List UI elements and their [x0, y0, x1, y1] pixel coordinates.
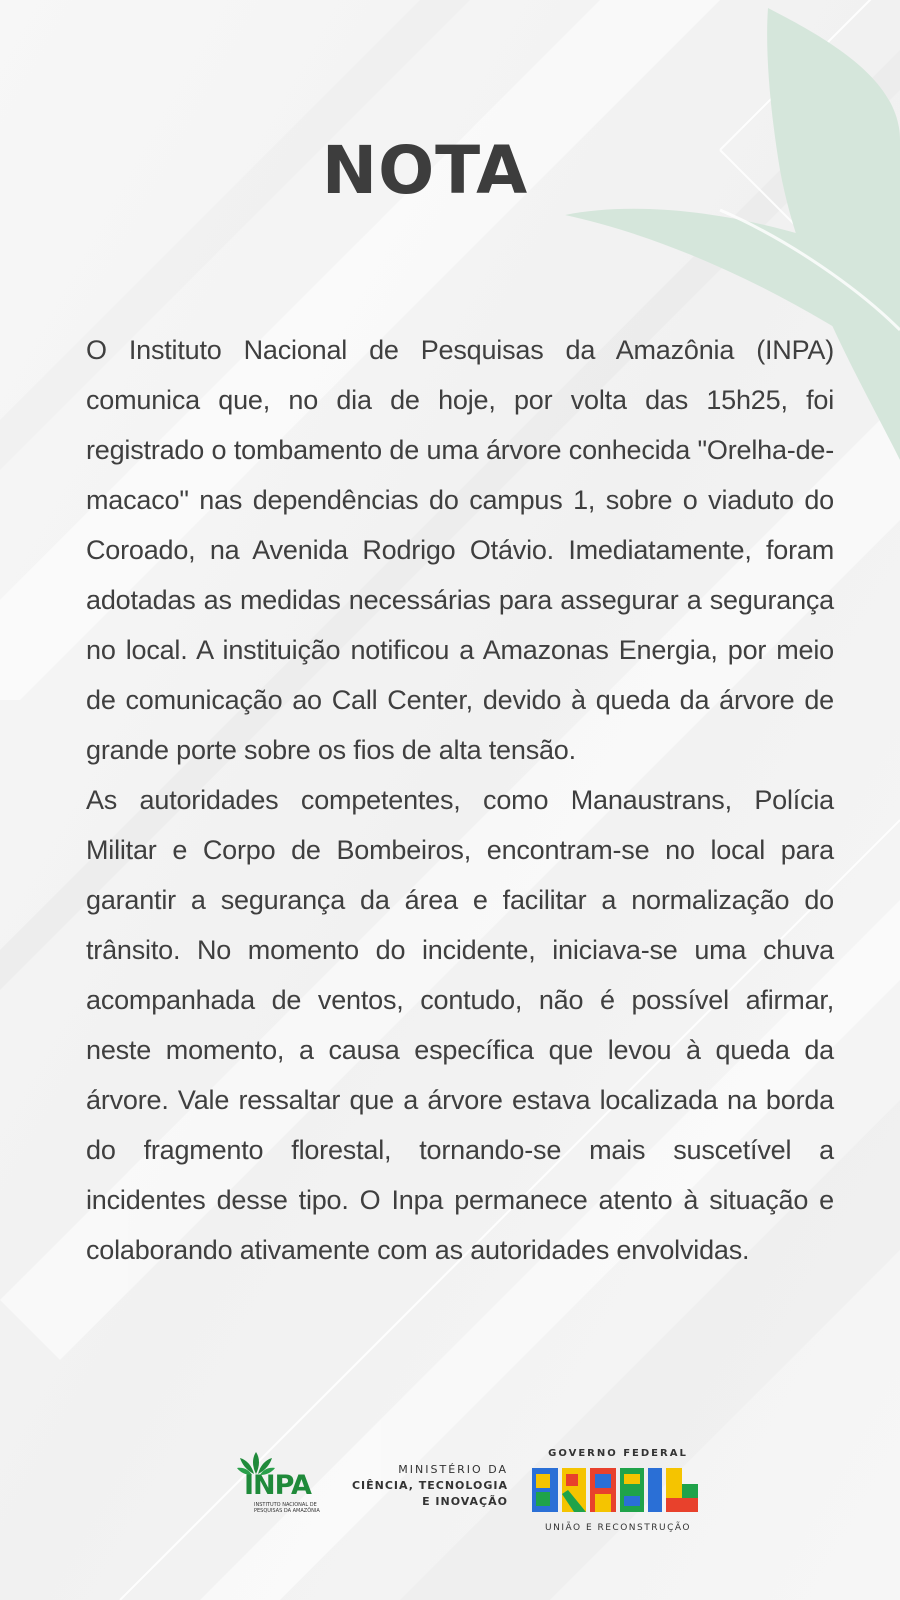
ministerio-logo	[330, 1462, 508, 1510]
ministerio-line-2: CIÊNCIA, TECNOLOGIA	[351, 1479, 508, 1492]
brasil-logo-icon	[532, 1464, 704, 1520]
governo-federal-logo	[532, 1448, 704, 1533]
inpa-wordmark: INPA	[244, 1470, 311, 1501]
paragraph-1: O Instituto Nacional de Pesquisas da Amazônia (INPA) comunica que, no dia de hoje, por volta das 15h25, foi registrado o tombamento de uma árvore conhecida "Orelha-de- macaco" nas dependências do campus 1, sobre o viaduto do Coroado, na Avenida Rodrigo Otávio. Imediatamente, foram adotadas as medidas necessárias para assegurar a segurança no local. A instituição notificou a Amazonas Energia, por meio de comunicação ao Call Center, devido à queda da árvore de grande porte sobre os fios de alta tensão.	[86, 335, 834, 765]
paragraph-2: As autoridades competentes, como Manaustrans, Polícia Militar e Corpo de Bombeiros, encontram-se no local para garantir a segurança da área e facilitar a normalização do trânsito. No momento do incidente, iniciava-se uma chuva acompanhada de ventos, contudo, não é possível afirmar, neste momento, a causa específica que levou à queda da árvore. Vale ressaltar que a árvore estava localizada na borda do fragmento florestal, tornando-se mais suscetível a incidentes desse tipo. O Inpa permanece atento à situação e colaborando ativamente com as autoridades envolvidas.	[86, 785, 834, 1265]
governo-federal-label: GOVERNO FEDERAL	[548, 1448, 688, 1459]
uniao-reconstrucao-label: UNIÃO E RECONSTRUÇÃO	[545, 1523, 691, 1533]
page-title: NOTA	[321, 132, 529, 209]
note-body	[86, 325, 834, 1275]
inpa-subtitle: INSTITUTO NACIONAL DE PESQUISAS DA AMAZÔNIA	[254, 1502, 320, 1514]
ministerio-line-3: E INOVAÇÃO	[422, 1495, 508, 1508]
footer-logos	[0, 1440, 900, 1533]
inpa-logo	[236, 1450, 322, 1516]
ministerio-line-1: MINISTÉRIO DA	[398, 1463, 508, 1476]
